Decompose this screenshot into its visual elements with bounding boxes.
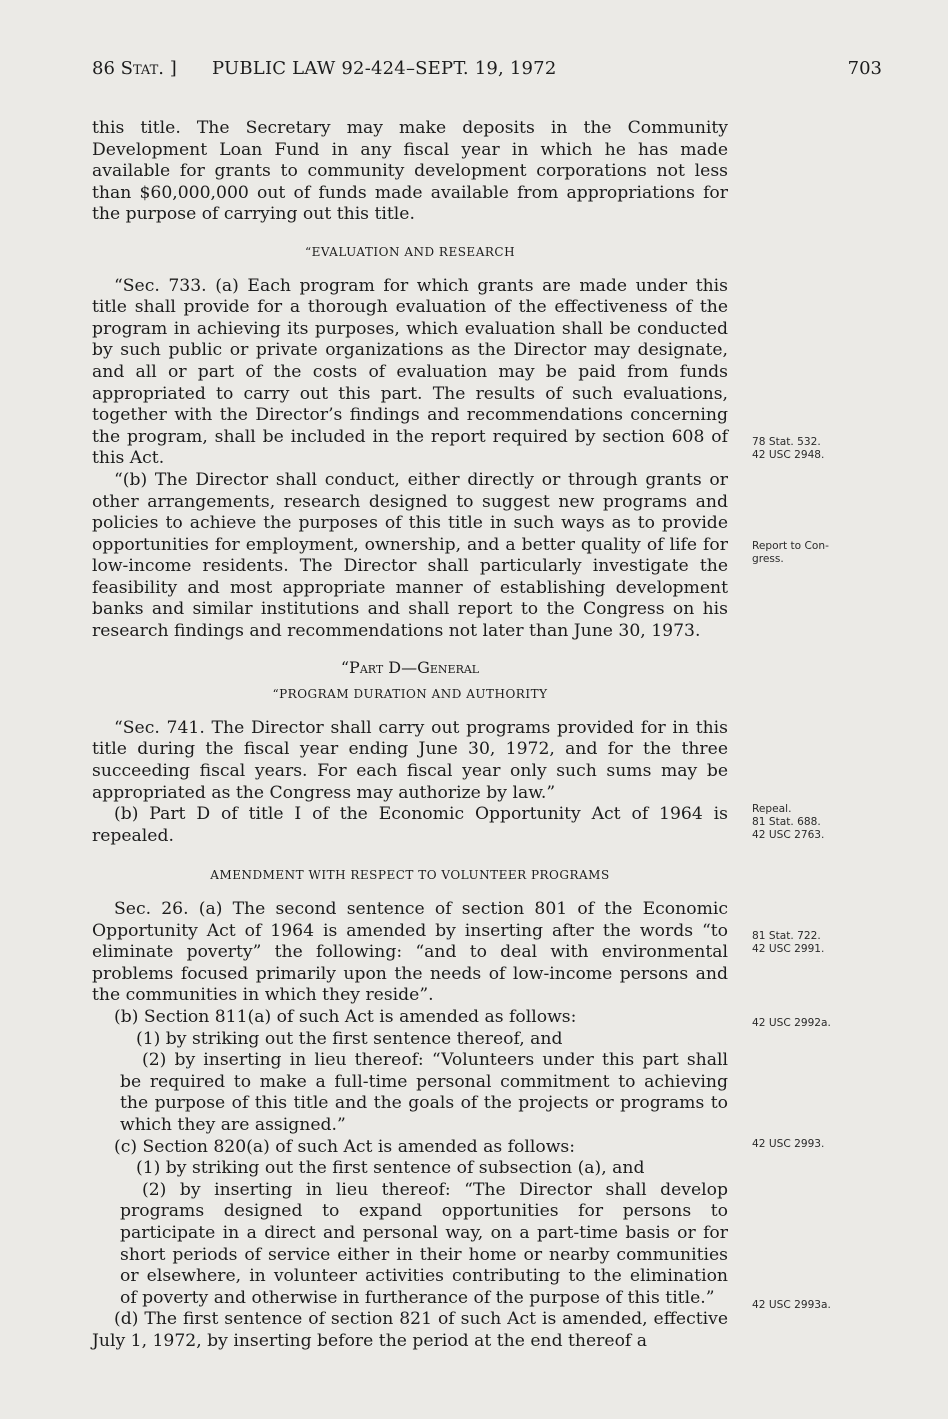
page-number: 703 xyxy=(847,58,882,79)
margin-note: Repeal. 81 Stat. 688. 42 USC 2763. xyxy=(752,803,825,841)
section-heading: “PROGRAM DURATION AND AUTHORITY xyxy=(272,687,548,702)
margin-note: 42 USC 2993a. xyxy=(752,1299,831,1311)
margin-note: 42 USC 2993. xyxy=(752,1138,825,1150)
paragraph: “Sec. 741. The Director shall carry out programs provided for in this title during the fiscal year ending June 30, 1972, and for the three succeeding fiscal years. For each fiscal year only such sums may be appropriated as the Congress may authorize by law.” xyxy=(92,717,728,803)
paragraph: “(b) The Director shall conduct, either directly or through grants or other arrangements, research designed to suggest new programs and policies to achieve the purposes of this title in such ways as to provide opportunities for employment, ownership, and a better quality of life for low-income residents. The Director shall particularly investigate the feasibility and most appropriate manner of establishing development banks and similar institutions and shall report to the Congress on his research findings and recommendations not later than June 30, 1973. xyxy=(92,469,728,642)
margin-note: 42 USC 2992a. xyxy=(752,1017,831,1029)
list-item: (1) by striking out the first sentence of subsection (a), and xyxy=(136,1158,645,1179)
paragraph: this title. The Secretary may make deposits in the Community Development Loan Fund in any fiscal year in which he has made available for grants to community development corporations not less than $60,000,000 out of funds made available from appropriations for the purpose of carrying out this title. xyxy=(92,118,728,225)
paragraph: Sec. 26. (a) The second sentence of section 801 of the Economic Opportunity Act of 1964 is amended by inserting after the words “to eliminate poverty” the following: “and to deal with environmental problems focused primarily upon the needs of low-income persons and the communities in which they reside”. xyxy=(92,899,728,1006)
section-heading: “EVALUATION AND RESEARCH xyxy=(304,244,516,259)
paragraph: (b) Part D of title I of the Economic Opportunity Act of 1964 is repealed. xyxy=(92,804,728,846)
list-item: (1) by striking out the first sentence thereof, and xyxy=(136,1028,563,1049)
paragraph: (b) Section 811(a) of such Act is amended as follows: xyxy=(114,1006,577,1027)
paragraph: (c) Section 820(a) of such Act is amended as follows: xyxy=(114,1136,576,1157)
margin-note: 81 Stat. 722. 42 USC 2991. xyxy=(752,930,825,955)
paragraph: “Sec. 733. (a) Each program for which grants are made under this title shall provide for a thorough evaluation of the effectiveness of the program in achieving its purposes, which evaluation shall be conducted by such public or private organizations as the Director may designate, and all or part of the costs of evaluation may be paid from funds appropriated to carry out this part. The results of such evaluations, together with the Director’s findings and recommendations concerning the program, shall be included in the report required by section 608 of this Act. xyxy=(92,275,728,469)
section-heading: AMENDMENT WITH RESPECT TO VOLUNTEER PROGRAMS xyxy=(210,868,610,883)
list-item: (2) by inserting in lieu thereof: “Volunteers under this part shall be required to make a full-time personal commitment to achieving the purpose of this title and the goals of the projects or programs to which they are assigned.” xyxy=(120,1050,728,1135)
law-title: PUBLIC LAW 92-424–SEPT. 19, 1972 xyxy=(212,58,557,79)
statute-reference: 86 Stat. ] xyxy=(92,58,177,79)
margin-note: 78 Stat. 532. 42 USC 2948. xyxy=(752,436,825,461)
body-text xyxy=(92,118,728,1352)
list-item: (2) by inserting in lieu thereof: “The Director shall develop programs designed to expand opportunities for persons to participate in a direct and personal way, on a part-time basis or for short periods of service either in their home or nearby communities or elsewhere, in volunteer activities contributing to the elimination of poverty and otherwise in furtherance of the purpose of this title.” xyxy=(120,1179,728,1308)
page-header xyxy=(92,58,882,88)
paragraph: (d) The first sentence of section 821 of such Act is amended, effective July 1, 1972, by inserting before the period at the end thereof a xyxy=(92,1309,728,1351)
margin-note: Report to Con- gress. xyxy=(752,540,829,565)
part-heading: “Part D—General xyxy=(340,657,480,677)
